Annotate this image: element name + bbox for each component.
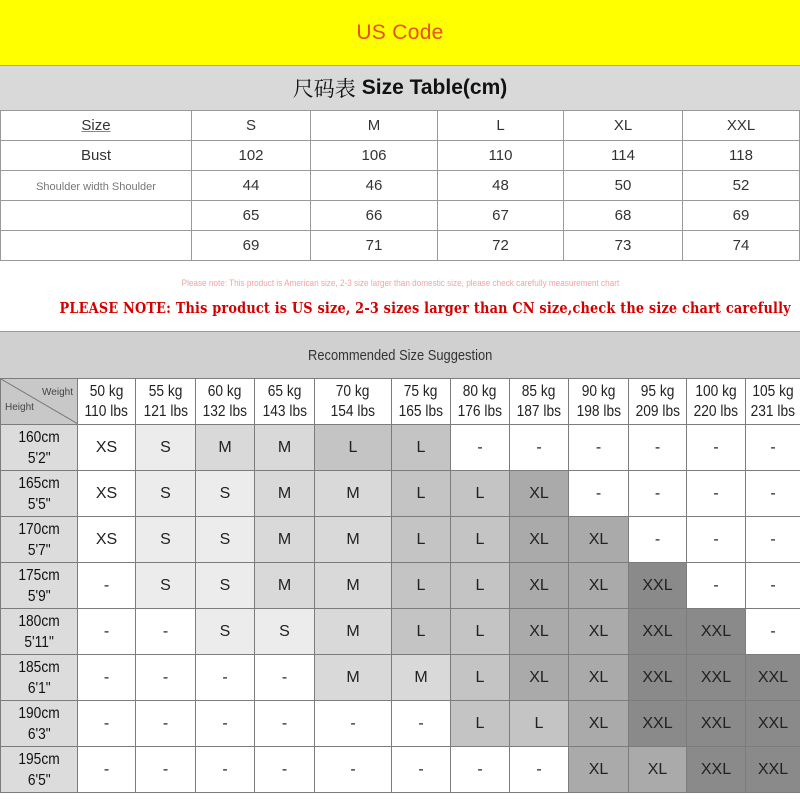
- banner-text: US Code: [356, 20, 444, 44]
- corner-weight-label: Weight: [42, 387, 73, 398]
- weight-header-cell: [510, 379, 569, 425]
- size-suggestion-cell: M: [315, 471, 392, 517]
- weight-kg: 75 kg: [404, 382, 438, 400]
- size-suggestion-cell: L: [451, 563, 510, 609]
- weight-header-row: [1, 379, 800, 425]
- size-suggestion-cell: L: [392, 517, 451, 563]
- size-suggestion-cell: L: [392, 563, 451, 609]
- shoulder-cell: 50: [564, 171, 683, 201]
- weight-header-cell: [687, 379, 746, 425]
- bust-row-label: Bust: [1, 141, 192, 171]
- measure-row-5-label: [1, 231, 192, 261]
- weight-header-cell: [196, 379, 255, 425]
- weight-lbs: 110 lbs: [84, 402, 129, 420]
- size-suggestion-cell: M: [392, 655, 451, 701]
- weight-header-cell: [746, 379, 800, 425]
- size-suggestion-cell: -: [687, 517, 746, 563]
- measure-cell: 73: [564, 231, 683, 261]
- shoulder-cell: 48: [438, 171, 564, 201]
- size-suggestion-cell: -: [687, 425, 746, 471]
- height-cell: [1, 747, 78, 793]
- size-suggestion-cell: M: [255, 471, 315, 517]
- size-suggestion-cell: L: [451, 517, 510, 563]
- weight-lbs: 121 lbs: [143, 402, 188, 420]
- size-suggestion-cell: S: [196, 471, 255, 517]
- weight-header-cell: [569, 379, 629, 425]
- weight-lbs: 198 lbs: [576, 402, 621, 420]
- weight-header-cell: [629, 379, 687, 425]
- measure-cell: 66: [311, 201, 438, 231]
- weight-kg: 55 kg: [148, 382, 183, 400]
- size-suggestion-cell: XL: [569, 655, 629, 701]
- measure-cell: 69: [192, 231, 311, 261]
- shoulder-cell: 46: [311, 171, 438, 201]
- recommendation-title: [0, 331, 800, 379]
- size-suggestion-cell: -: [315, 747, 392, 793]
- height-cell: [1, 471, 78, 517]
- weight-kg: 90 kg: [581, 382, 616, 400]
- size-suggestion-cell: XXL: [687, 609, 746, 655]
- height-cm: 165cm: [18, 474, 60, 492]
- size-suggestion-cell: XXL: [629, 655, 687, 701]
- shoulder-row-label: Shoulder width Shoulder: [1, 171, 192, 201]
- measure-cell: 71: [311, 231, 438, 261]
- corner-cell: [1, 379, 78, 425]
- size-suggestion-cell: L: [451, 609, 510, 655]
- size-suggestion-cell: XL: [569, 701, 629, 747]
- size-suggestion-cell: XXL: [687, 701, 746, 747]
- weight-header-cell: [451, 379, 510, 425]
- measure-cell: 67: [438, 201, 564, 231]
- size-suggestion-cell: S: [196, 609, 255, 655]
- size-suggestion-cell: -: [255, 701, 315, 747]
- size-suggestion-cell: L: [392, 471, 451, 517]
- measure-cell: 74: [683, 231, 800, 261]
- size-suggestion-cell: -: [687, 563, 746, 609]
- size-suggestion-cell: -: [451, 425, 510, 471]
- size-suggestion-cell: XXL: [687, 747, 746, 793]
- shoulder-cell: 44: [192, 171, 311, 201]
- height-row: [1, 609, 800, 655]
- size-table-title-cn: 尺码表: [292, 78, 356, 101]
- weight-lbs: 231 lbs: [750, 402, 796, 420]
- size-suggestion-cell: -: [196, 701, 255, 747]
- height-row: [1, 471, 800, 517]
- size-suggestion-cell: -: [569, 471, 629, 517]
- bust-cell: 102: [192, 141, 311, 171]
- height-cm: 195cm: [18, 750, 60, 768]
- bust-cell: 106: [311, 141, 438, 171]
- weight-lbs: 143 lbs: [262, 402, 307, 420]
- height-cm: 180cm: [18, 612, 60, 630]
- size-cell: M: [311, 111, 438, 141]
- height-cell: [1, 517, 78, 563]
- measure-cell: 68: [564, 201, 683, 231]
- size-suggestion-cell: -: [746, 563, 800, 609]
- height-ft: 5'7": [27, 541, 51, 559]
- height-cm: 190cm: [18, 704, 60, 722]
- size-suggestion-cell: M: [315, 655, 392, 701]
- note-warning-text: PLEASE NOTE: This product is US size, 2-3 sizes larger than CN size,check the size chart carefully: [59, 299, 791, 317]
- height-cell: [1, 701, 78, 747]
- weight-kg: 70 kg: [336, 382, 370, 400]
- measure-row-5: [1, 231, 800, 261]
- height-cm: 185cm: [18, 658, 60, 676]
- size-suggestion-cell: XS: [78, 471, 136, 517]
- height-cm: 175cm: [18, 566, 60, 584]
- height-row: [1, 425, 800, 471]
- height-cell: [1, 609, 78, 655]
- size-suggestion-cell: L: [451, 471, 510, 517]
- size-suggestion-cell: L: [315, 425, 392, 471]
- size-suggestion-cell: XL: [569, 609, 629, 655]
- size-suggestion-cell: XL: [510, 655, 569, 701]
- size-suggestion-cell: -: [78, 701, 136, 747]
- size-suggestion-cell: S: [136, 425, 196, 471]
- size-suggestion-cell: -: [746, 471, 800, 517]
- weight-lbs: 165 lbs: [398, 402, 444, 420]
- weight-kg: 60 kg: [208, 382, 242, 400]
- measure-row-4-label: [1, 201, 192, 231]
- size-suggestion-cell: -: [78, 747, 136, 793]
- size-suggestion-cell: -: [196, 747, 255, 793]
- size-suggestion-cell: XXL: [687, 655, 746, 701]
- weight-kg: 50 kg: [89, 382, 124, 400]
- size-suggestion-cell: -: [136, 609, 196, 655]
- size-suggestion-cell: -: [78, 655, 136, 701]
- size-row-header: [1, 111, 800, 141]
- size-suggestion-cell: L: [510, 701, 569, 747]
- size-suggestion-cell: S: [196, 517, 255, 563]
- size-suggestion-cell: -: [78, 609, 136, 655]
- size-suggestion-cell: -: [629, 517, 687, 563]
- size-suggestion-cell: XS: [78, 517, 136, 563]
- size-suggestion-cell: M: [196, 425, 255, 471]
- weight-header-cell: [392, 379, 451, 425]
- weight-kg: 100 kg: [695, 382, 737, 400]
- size-suggestion-cell: -: [196, 655, 255, 701]
- height-ft: 5'2": [27, 449, 51, 467]
- us-code-banner: [0, 0, 800, 66]
- size-suggestion-cell: -: [746, 609, 800, 655]
- height-ft: 6'1": [27, 679, 51, 697]
- weight-header-cell: [136, 379, 196, 425]
- bust-cell: 110: [438, 141, 564, 171]
- size-measurement-table: [0, 110, 800, 261]
- weight-header-cell: [315, 379, 392, 425]
- size-suggestion-cell: -: [569, 425, 629, 471]
- size-suggestion-cell: XL: [569, 747, 629, 793]
- shoulder-row: [1, 171, 800, 201]
- size-suggestion-cell: S: [136, 563, 196, 609]
- size-suggestion-cell: XL: [569, 517, 629, 563]
- height-row: [1, 563, 800, 609]
- note-small-text: Please note: This product is American size, 2-3 size larger than domestic size, please check carefully measurement chart: [181, 278, 619, 289]
- bust-cell: 114: [564, 141, 683, 171]
- size-suggestion-cell: -: [510, 747, 569, 793]
- height-ft: 6'5": [27, 771, 51, 789]
- weight-lbs: 132 lbs: [202, 402, 248, 420]
- size-suggestion-cell: L: [392, 425, 451, 471]
- size-suggestion-cell: XL: [510, 609, 569, 655]
- height-ft: 5'5": [27, 495, 51, 513]
- height-cm: 160cm: [18, 428, 60, 446]
- measure-cell: 69: [683, 201, 800, 231]
- recommendation-title-text: Recommended Size Suggestion: [307, 347, 493, 364]
- size-suggestion-cell: M: [315, 563, 392, 609]
- size-suggestion-cell: XL: [510, 471, 569, 517]
- size-suggestion-cell: L: [392, 609, 451, 655]
- size-suggestion-cell: XXL: [746, 655, 800, 701]
- size-suggestion-cell: M: [315, 517, 392, 563]
- shoulder-cell: 52: [683, 171, 800, 201]
- size-suggestion-cell: -: [451, 747, 510, 793]
- weight-lbs: 176 lbs: [457, 402, 503, 420]
- size-suggestion-cell: M: [255, 517, 315, 563]
- height-ft: 5'9": [27, 587, 51, 605]
- size-suggestion-cell: -: [746, 517, 800, 563]
- size-suggestion-cell: -: [746, 425, 800, 471]
- size-suggestion-cell: M: [315, 609, 392, 655]
- size-suggestion-cell: L: [451, 655, 510, 701]
- weight-lbs: 220 lbs: [693, 402, 739, 420]
- measure-row-4: [1, 201, 800, 231]
- size-suggestion-cell: XXL: [629, 563, 687, 609]
- size-suggestion-cell: M: [255, 563, 315, 609]
- size-suggestion-cell: -: [629, 471, 687, 517]
- weight-header-cell: [255, 379, 315, 425]
- size-suggestion-cell: XXL: [746, 701, 800, 747]
- corner-height-label: Height: [5, 402, 34, 413]
- measure-cell: 65: [192, 201, 311, 231]
- height-cell: [1, 563, 78, 609]
- size-table-title-en: Size Table(cm): [361, 76, 508, 99]
- size-suggestion-cell: -: [315, 701, 392, 747]
- height-ft: 5'11": [24, 633, 54, 651]
- size-suggestion-cell: -: [687, 471, 746, 517]
- size-cell: L: [438, 111, 564, 141]
- height-row: [1, 701, 800, 747]
- size-suggestion-cell: -: [78, 563, 136, 609]
- weight-header-cell: [78, 379, 136, 425]
- weight-kg: 95 kg: [640, 382, 675, 400]
- size-cell: XL: [564, 111, 683, 141]
- size-suggestion-cell: -: [136, 747, 196, 793]
- weight-kg: 105 kg: [752, 382, 794, 400]
- weight-lbs: 187 lbs: [516, 402, 562, 420]
- size-suggestion-cell: XXL: [746, 747, 800, 793]
- height-cell: [1, 655, 78, 701]
- size-cell: XXL: [683, 111, 800, 141]
- size-suggestion-cell: XL: [510, 517, 569, 563]
- bust-row: [1, 141, 800, 171]
- size-suggestion-cell: XL: [629, 747, 687, 793]
- size-suggestion-cell: -: [136, 701, 196, 747]
- size-suggestion-cell: -: [392, 747, 451, 793]
- size-suggestion-cell: -: [136, 655, 196, 701]
- height-row: [1, 655, 800, 701]
- measure-cell: 72: [438, 231, 564, 261]
- height-cm: 170cm: [18, 520, 60, 538]
- weight-kg: 80 kg: [463, 382, 497, 400]
- size-suggestion-cell: S: [255, 609, 315, 655]
- weight-lbs: 154 lbs: [330, 402, 376, 420]
- bust-cell: 118: [683, 141, 800, 171]
- size-suggestion-cell: S: [136, 471, 196, 517]
- size-suggestion-cell: XL: [569, 563, 629, 609]
- height-row: [1, 747, 800, 793]
- size-suggestion-cell: S: [136, 517, 196, 563]
- size-suggestion-cell: XXL: [629, 609, 687, 655]
- size-suggestion-cell: -: [629, 425, 687, 471]
- size-cell: S: [192, 111, 311, 141]
- size-suggestion-cell: XXL: [629, 701, 687, 747]
- size-row-label: Size: [1, 111, 192, 141]
- size-suggestion-cell: XL: [510, 563, 569, 609]
- weight-kg: 65 kg: [267, 382, 302, 400]
- size-suggestion-cell: XS: [78, 425, 136, 471]
- weight-lbs: 209 lbs: [635, 402, 680, 420]
- size-suggestion-cell: -: [392, 701, 451, 747]
- size-suggestion-cell: S: [196, 563, 255, 609]
- size-suggestion-cell: -: [510, 425, 569, 471]
- size-suggestion-cell: M: [255, 425, 315, 471]
- weight-kg: 85 kg: [522, 382, 556, 400]
- size-suggestion-cell: -: [255, 655, 315, 701]
- size-table-title: [0, 66, 800, 111]
- size-recommendation-table: [0, 378, 800, 793]
- size-suggestion-cell: L: [451, 701, 510, 747]
- height-cell: [1, 425, 78, 471]
- size-suggestion-cell: -: [255, 747, 315, 793]
- height-row: [1, 517, 800, 563]
- height-ft: 6'3": [27, 725, 51, 743]
